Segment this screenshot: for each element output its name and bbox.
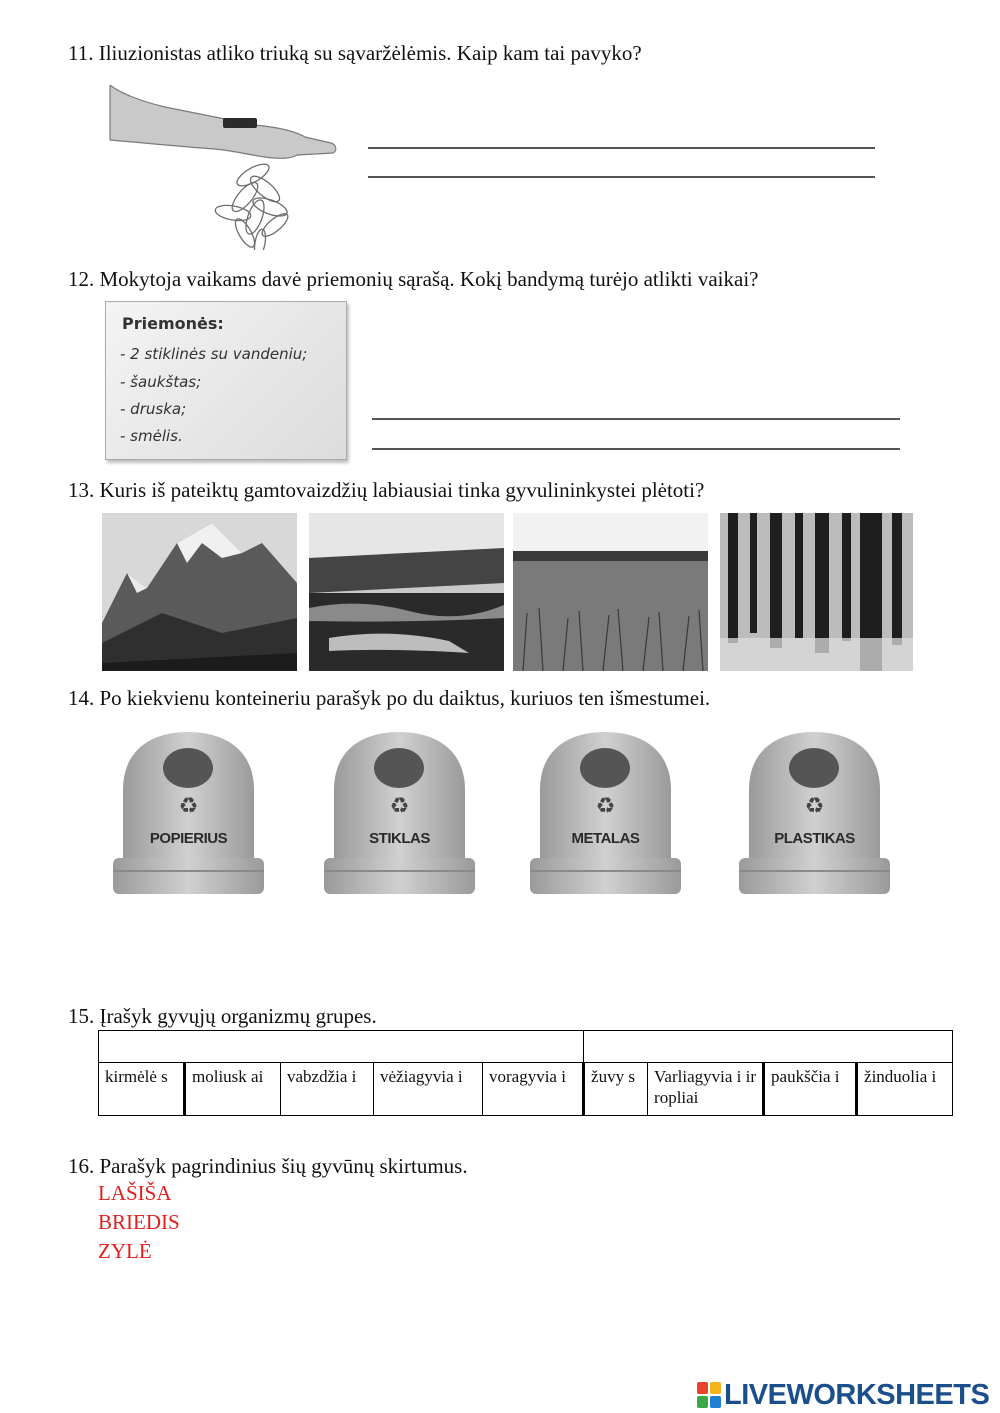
photo-wetland[interactable] [309, 513, 504, 671]
table-cell: vėžiagyvia i [374, 1063, 483, 1116]
animal-label: BRIEDIS [98, 1210, 180, 1234]
materials-note-card [105, 301, 347, 460]
note-item: - smėlis. [120, 427, 183, 445]
question-16: 16. Parašyk pagrindinius šių gyvūnų skirtumus. [68, 1154, 468, 1178]
bin-metal [528, 730, 683, 898]
note-title: Priemonės: [122, 314, 224, 333]
answer-field-q16[interactable] [200, 1180, 900, 1270]
table-cell: vabzdžia i [281, 1063, 374, 1116]
bin-plastic [737, 730, 892, 898]
question-14: 14. Po kiekvienu konteineriu parašyk po du daiktus, kuriuos ten išmestumei. [68, 686, 711, 710]
recycle-icon: ♻ [178, 794, 199, 819]
question-11: 11. Iliuzionistas atliko triuką su sąvaržėlėmis. Kaip kam tai pavyko? [68, 41, 642, 65]
note-item: - druska; [120, 400, 187, 418]
animal-label: LAŠIŠA [98, 1181, 172, 1205]
liveworksheets-logo[interactable] [697, 1380, 989, 1410]
logo-text: LIVEWORKSHEETS [724, 1378, 990, 1411]
table-cell: Varliagyvia i ir ropliai [648, 1063, 764, 1116]
organism-groups-table [98, 1030, 953, 1116]
recycle-icon: ♻ [389, 794, 410, 819]
answer-field-q14[interactable] [100, 905, 920, 985]
question-12: 12. Mokytoja vaikams davė priemonių sąrašą. Kokį bandymą turėjo atlikti vaikai? [68, 267, 759, 291]
table-cell: žuvy s [584, 1063, 648, 1116]
table-cell: voragyvia i [483, 1063, 584, 1116]
answer-field-q11[interactable] [368, 120, 875, 180]
animal-label: ZYLĖ [98, 1239, 152, 1263]
question-15: 15. Įrašyk gyvųjų organizmų grupes. [68, 1004, 377, 1028]
table-cell: kirmėlė s [99, 1063, 185, 1116]
recycle-icon: ♻ [804, 794, 825, 819]
bin-label: METALAS [571, 830, 640, 847]
group-header-vertebrates[interactable] [584, 1031, 953, 1063]
question-13: 13. Kuris iš pateiktų gamtovaizdžių labiausiai tinka gyvulininkystei plėtoti? [68, 478, 705, 502]
bin-label: PLASTIKAS [774, 830, 855, 847]
bin-label: STIKLAS [369, 830, 430, 847]
recycle-icon: ♻ [595, 794, 616, 819]
bin-label: POPIERIUS [149, 830, 228, 847]
hand-paperclips-illustration [105, 85, 345, 250]
table-cell: moliusk ai [185, 1063, 281, 1116]
table-cell: paukščia i [764, 1063, 857, 1116]
note-item: - 2 stiklinės su vandeniu; [120, 345, 308, 363]
photo-meadow[interactable] [513, 513, 708, 671]
bin-paper [111, 730, 266, 898]
bin-glass [322, 730, 477, 898]
group-header-invertebrates[interactable] [99, 1031, 584, 1063]
photo-forest[interactable] [720, 513, 913, 671]
table-cell: žinduolia i [857, 1063, 953, 1116]
answer-field-q12[interactable] [372, 390, 900, 452]
note-item: - šaukštas; [120, 373, 202, 391]
logo-mark-icon [697, 1382, 721, 1408]
photo-mountains[interactable] [102, 513, 297, 671]
